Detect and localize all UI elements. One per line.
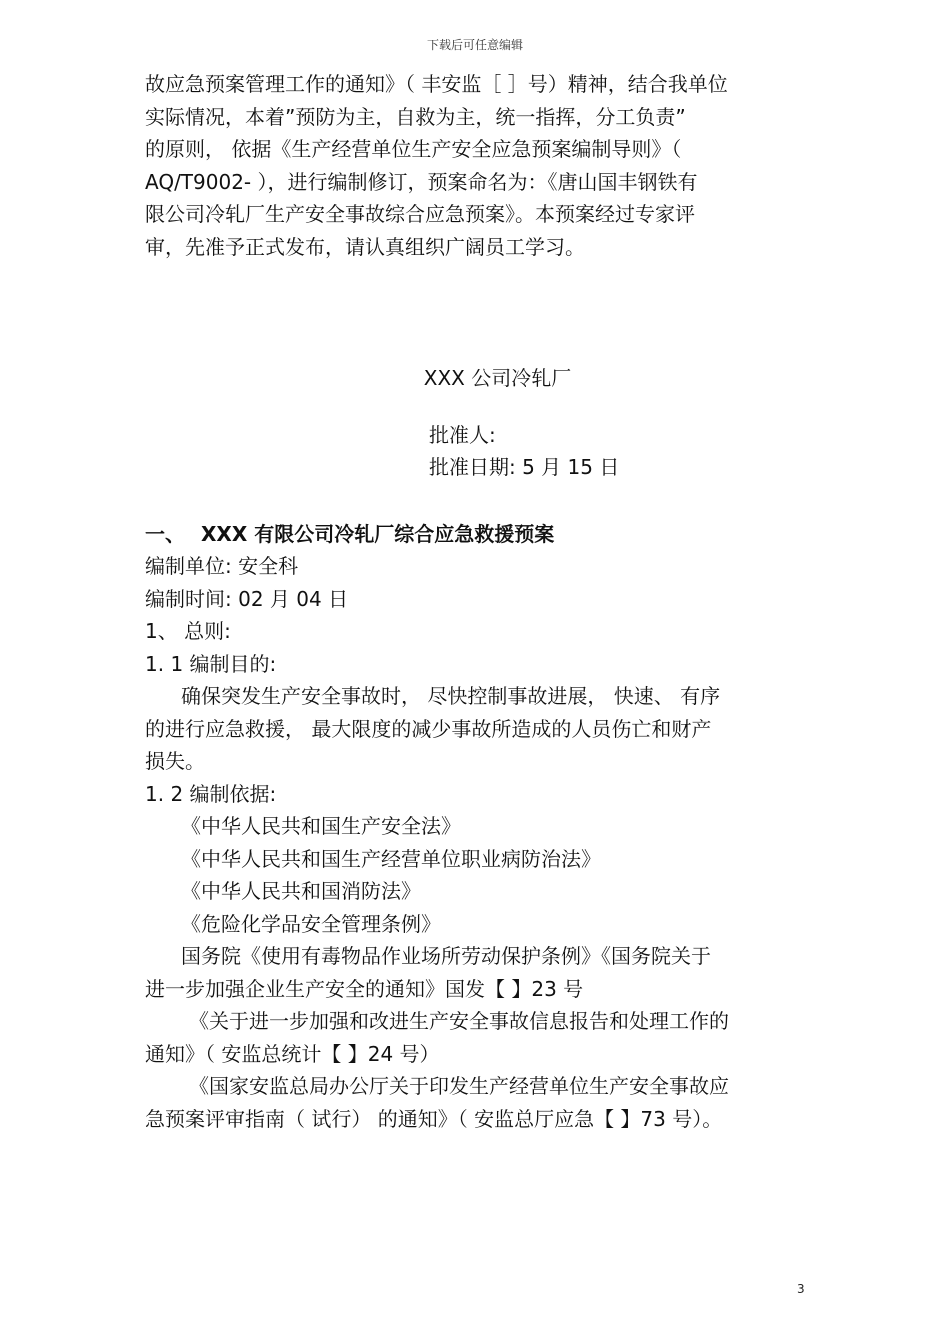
section-heading xyxy=(145,518,810,551)
intro-line: 限公司冷轧厂生产安全事故综合应急预案》。本预案经过专家评 xyxy=(145,202,695,226)
purpose-heading: 1. 1 编制目的: xyxy=(145,651,277,676)
general-heading: 1、 总则: xyxy=(145,619,231,643)
purpose-line: 损失。 xyxy=(145,749,205,773)
basis-paragraph-line: 进一步加强企业生产安全的通知》国发【 】23 号 xyxy=(145,976,584,1001)
header-note: 下载后可任意编辑 xyxy=(426,38,523,52)
section-title: XXX 有限公司冷轧厂综合应急救援预案 xyxy=(201,521,555,546)
purpose-line: 确保突发生产安全事故时， 尽快控制事故进展， 快速、 有序 xyxy=(181,684,721,708)
compile-unit: 编制单位: 安全科 xyxy=(145,554,299,578)
basis-item: 《中华人民共和国生产安全法》 xyxy=(181,814,461,838)
basis-item: 《中华人民共和国消防法》 xyxy=(181,879,421,903)
basis-paragraph-line: 急预案评审指南（ 试行） 的通知》（ 安监总厅应急【 】73 号）。 xyxy=(145,1106,723,1131)
spacer xyxy=(145,395,810,419)
company-signature: XXX 公司冷轧厂 xyxy=(423,366,572,390)
intro-line: 审，先准予正式发布，请认真组织广阔员工学习。 xyxy=(145,234,585,259)
basis-paragraph-line: 通知》（ 安监总统计【 】24 号） xyxy=(145,1041,440,1066)
approval-date: 批准日期: 5 月 15 日 xyxy=(429,455,620,479)
basis-paragraph-line: 《国家安监总局办公厅关于印发生产经营单位生产安全事故应 xyxy=(189,1074,729,1098)
intro-line: 实际情况，本着”预防为主，自救为主，统一指挥，分工负责” xyxy=(145,104,686,129)
document-body xyxy=(145,68,810,1135)
purpose-line: 的进行应急救援， 最大限度的减少事故所造成的人员伤亡和财产 xyxy=(145,716,712,741)
basis-item: 《危险化学品安全管理条例》 xyxy=(181,911,441,936)
basis-paragraph-line: 《关于进一步加强和改进生产安全事故信息报告和处理工作的 xyxy=(189,1009,729,1033)
page-number: 3 xyxy=(797,1282,805,1296)
compile-time: 编制时间: 02 月 04 日 xyxy=(145,586,349,611)
intro-line: 故应急预案管理工作的通知》（ 丰安监［ ］号）精神，结合我单位 xyxy=(145,72,728,96)
intro-line: AQ/T9002- ），进行编制修订，预案命名为：《唐山国丰钢铁有 xyxy=(145,169,698,194)
intro-paragraph xyxy=(145,68,810,263)
spacer xyxy=(145,484,810,518)
section-number: 一、 xyxy=(145,521,185,546)
basis-item: 《中华人民共和国生产经营单位职业病防治法》 xyxy=(181,846,601,871)
approver-label: 批准人: xyxy=(429,422,496,447)
spacer xyxy=(145,263,810,362)
basis-paragraph-line: 国务院《使用有毒物品作业场所劳动保护条例》《国务院关于 xyxy=(181,944,711,968)
intro-line: 的原则， 依据《生产经营单位生产安全应急预案编制导则》（ xyxy=(145,137,682,161)
basis-heading: 1. 2 编制依据: xyxy=(145,781,277,806)
